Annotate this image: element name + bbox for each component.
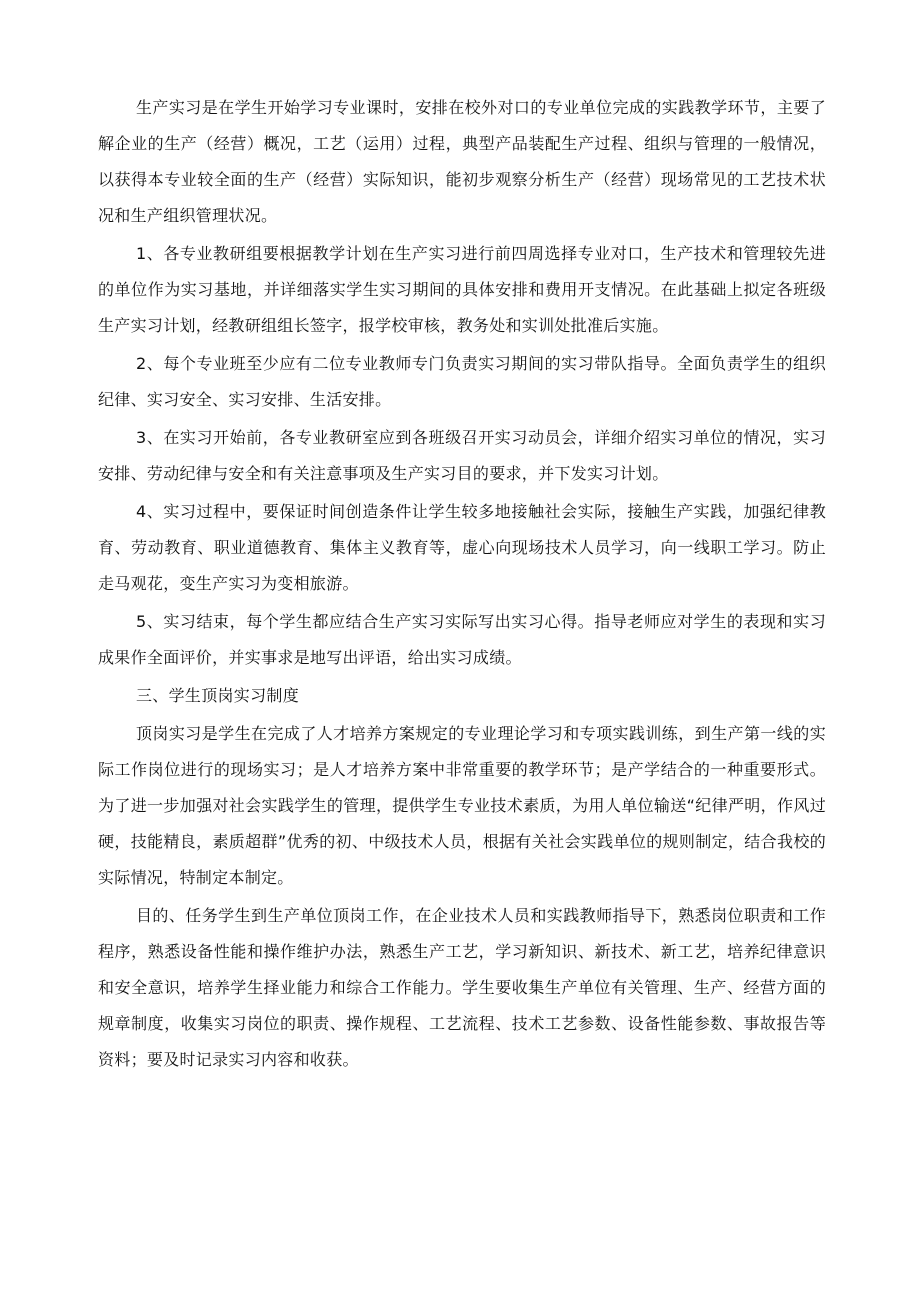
document-body bbox=[98, 90, 826, 1080]
section-heading: 三、学生顶岗实习制度 bbox=[136, 686, 300, 705]
rule-item-1: 1、各专业教研组要根据教学计划在生产实习进行前四周选择专业对口，生产技术和管理较先进的单位作为实习基地，并详细落实学生实习期间的具体安排和费用开支情况。在此基础上拟定各班级生产实习计划，经教研组组长签字，报学校审核，教务处和实训处批准后实施。 bbox=[98, 244, 826, 335]
rule-item-2: 2、每个专业班至少应有二位专业教师专门负责实习期间的实习带队指导。全面负责学生的组织纪律、实习安全、实习安排、生活安排。 bbox=[98, 354, 826, 409]
rule-item-3: 3、在实习开始前，各专业教研室应到各班级召开实习动员会，详细介绍实习单位的情况，实习安排、劳动纪律与安全和有关注意事项及生产实习目的要求，并下发实习计划。 bbox=[98, 428, 826, 483]
intro-paragraph: 生产实习是在学生开始学习专业课时，安排在校外对口的专业单位完成的实践教学环节，主要了解企业的生产（经营）概况，工艺（运用）过程，典型产品装配生产过程、组织与管理的一般情况，以获得本专业较全面的生产（经营）实际知识，能初步观察分析生产（经营）现场常见的工艺技术状况和生产组织管理状况。 bbox=[98, 98, 826, 225]
section-purpose-paragraph: 目的、任务学生到生产单位顶岗工作，在企业技术人员和实践教师指导下，熟悉岗位职责和工作程序，熟悉设备性能和操作维护办法，熟悉生产工艺，学习新知识、新技术、新工艺，培养纪律意识和安全意识，培养学生择业能力和综合工作能力。学生要收集生产单位有关管理、生产、经营方面的规章制度，收集实习岗位的职责、操作规程、工艺流程、技术工艺参数、设备性能参数、事故报告等资料；要及时记录实习内容和收获。 bbox=[98, 906, 826, 1069]
rule-item-4: 4、实习过程中，要保证时间创造条件让学生较多地接触社会实际，接触生产实践，加强纪律教育、劳动教育、职业道德教育、集体主义教育等，虚心向现场技术人员学习，向一线职工学习。防止走马观花，变生产实习为变相旅游。 bbox=[98, 502, 826, 593]
section-intro-paragraph: 顶岗实习是学生在完成了人才培养方案规定的专业理论学习和专项实践训练，到生产第一线的实际工作岗位进行的现场实习；是人才培养方案中非常重要的教学环节；是产学结合的一种重要形式。为了进一步加强对社会实践学生的管理，提供学生专业技术素质，为用人单位输送“纪律严明，作风过硬，技能精良，素质超群”优秀的初、中级技术人员，根据有关社会实践单位的规则制定，结合我校的实际情况，特制定本制定。 bbox=[98, 724, 826, 887]
rule-item-5: 5、实习结束，每个学生都应结合生产实习实际写出实习心得。指导老师应对学生的表现和实习成果作全面评价，并实事求是地写出评语，给出实习成绩。 bbox=[98, 612, 826, 667]
